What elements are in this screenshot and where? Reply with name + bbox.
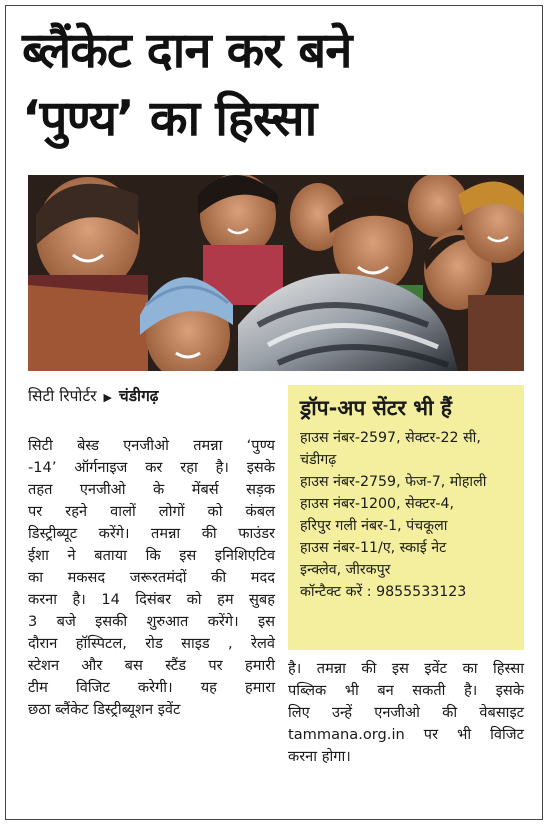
body-line: ईशा ने बताया कि इस इनिशिएटिव bbox=[28, 547, 275, 564]
children-blanket-photo bbox=[28, 175, 524, 371]
body-line: डिस्ट्रीब्यूट करेंगे। तमन्ना की फाउंडर bbox=[28, 525, 275, 542]
headline-line-2: ‘पुण्य’ का हिस्सा bbox=[22, 90, 317, 147]
article-body-right bbox=[288, 658, 524, 768]
body-line: 3 बजे इसकी शुरुआत करेंगे। इस bbox=[28, 613, 275, 630]
box-title: ड्रॉप-अप सेंटर भी हैं bbox=[300, 396, 452, 420]
address-line: हाउस नंबर-2597, सेक्टर-22 सी, bbox=[300, 430, 481, 446]
headline-line-1: ब्लैंकेट दान कर बने bbox=[22, 22, 352, 79]
body-line: दौरान हॉस्पिटल, रोड साइड , रेलवे bbox=[28, 635, 275, 652]
photo-illustration bbox=[28, 175, 524, 371]
dateline-city: चंडीगढ़ bbox=[118, 387, 159, 405]
body-line: छठा ब्लैंकेट डिस्ट्रीब्यूशन इवेंट bbox=[28, 701, 181, 718]
address-line: हाउस नंबर-1200, सेक्टर-4, bbox=[300, 496, 455, 512]
body-line: तहत एनजीओ के मेंबर्स सड़क bbox=[28, 481, 275, 498]
byline bbox=[28, 385, 278, 409]
article-body-left bbox=[28, 435, 275, 721]
body-line: लिए उन्हें एनजीओ की वेबसाइट bbox=[288, 704, 524, 721]
body-line: सिटी बेस्ड एनजीओ तमन्ना ‘पुण्य bbox=[28, 437, 275, 454]
body-line: पब्लिक भी बन सकती है। इसके bbox=[288, 682, 524, 699]
body-line: करना है। 14 दिसंबर को हम सुबह bbox=[28, 591, 275, 608]
body-line: टीम विजिट करेगी। यह हमारा bbox=[28, 679, 275, 696]
body-line: का मकसद जरूरतमंदों की मदद bbox=[28, 569, 275, 586]
address-line: हाउस नंबर-2759, फेज-7, मोहाली bbox=[300, 474, 487, 490]
website-line: tammana.org.in पर भी विजिट bbox=[288, 726, 524, 743]
body-line: करना होगा। bbox=[288, 748, 351, 765]
reporter-label: सिटी रिपोर्टर bbox=[28, 387, 97, 405]
address-line: हाउस नंबर-11/ए, स्काई नेट bbox=[300, 540, 447, 556]
body-line: -14’ ऑर्गनाइज कर रहा है। इसके bbox=[28, 459, 275, 476]
address-line: हरिपुर गली नंबर-1, पंचकूला bbox=[300, 518, 448, 534]
arrow-right-icon: ▶ bbox=[103, 391, 112, 404]
address-line: चंडीगढ़ bbox=[300, 452, 337, 468]
body-line: पर रहने वालों लोगों को कंबल bbox=[28, 503, 275, 520]
body-line: स्टेशन और बस स्टैंड पर हमारी bbox=[28, 657, 275, 674]
body-line: है। तमन्ना की इस इवेंट का हिस्सा bbox=[288, 660, 524, 677]
drop-in-centers-box bbox=[288, 385, 524, 650]
address-line: इन्क्लेव, जीरकपुर bbox=[300, 562, 391, 578]
contact-line: कॉन्टैक्ट करें : 9855533123 bbox=[300, 584, 467, 600]
